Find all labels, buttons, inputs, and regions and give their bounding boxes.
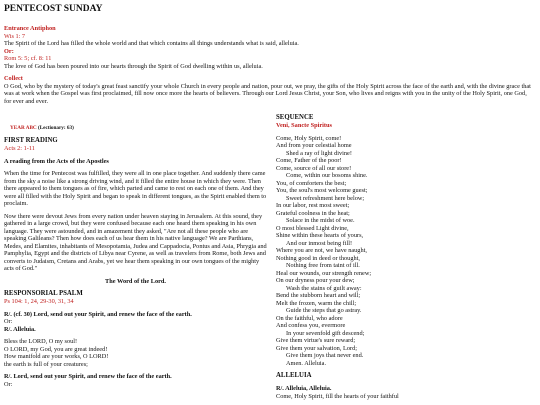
sequence-title: Veni, Sancte Spiritus: [276, 122, 332, 129]
psalm-response-2: R/. Lord, send out your Spirit, and renew the face of the earth.: [4, 373, 172, 380]
psalm-line: How manifold are your works, O LORD!: [4, 353, 109, 360]
entrance-text-1: The Spirit of the Lord has filled the whole world and that which contains all things understands what is said, alleluia.: [4, 40, 299, 47]
sequence-line: On the faithful, who adore: [276, 314, 343, 322]
sequence-line: In our labor, rest most sweet;: [276, 202, 350, 209]
first-reading-para-1: When the time for Pentecost was fulfilled, they were all in one place together. And suddenly there came from the sky a noise like a strong driving wind, and it filled the entire house in which they were. Then there appeared to them tongues as of fire, which parted and came to rest on each one of them. And they were all filled with the Holy Spirit and began to speak in different tongues, as the Spirit enabled them to proclaim.: [4, 170, 267, 207]
first-reading-para-2: Now there were devout Jews from every nation under heaven staying in Jerusalem. At this sound, they gathered in a large crowd, but they were confused because each one heard them speaking in his own language. They were astounded, and in amazement they asked, "Are not all these people who are speaking Galileans? Then how does each of us hear them in his native language? We are Parthians, Medes, and Elamites, inhabitants of Mesopotamia, Judea and Cappadocia, Pontus and Asia, Phrygia and Pamphylia, Egypt and the districts of Libya near Cyrene, as well as travelers from Rome, both Jews and converts to Judaism, Cretans and Arabs, yet we hear them speaking in our own tongues of the mighty acts of God.": [4, 212, 267, 272]
alleluia-heading: ALLELUIA: [276, 372, 312, 379]
psalm-heading: RESPONSORIAL PSALM: [4, 290, 83, 297]
sequence-line: Come, Father of the poor!: [276, 157, 342, 164]
sequence-line: And from your celestial home: [276, 142, 352, 149]
psalm-stanza-1: [4, 338, 267, 368]
readings-column: [4, 125, 267, 388]
sequence-line: In your sevenfold gift descend;: [286, 329, 365, 337]
sequence-line: Come, Holy Spirit, come!: [276, 134, 342, 142]
psalm-or: Or:: [4, 318, 13, 325]
psalm-ref: Ps 104: 1, 24, 29-30, 31, 34: [4, 298, 74, 305]
sequence-line: Shine within these hearts of yours,: [276, 232, 364, 239]
lectionary-number: (Lectionary: 63): [37, 125, 74, 131]
entrance-antiphon-heading: Entrance Antiphon: [4, 25, 56, 32]
sequence-line: And confess you, evermore: [276, 322, 346, 329]
psalm-alt-response: R/. Alleluia.: [4, 325, 36, 333]
sequence-lines: [276, 135, 532, 368]
sequence-line: Wash the stains of guilt away:: [286, 284, 362, 292]
proper-section: [4, 25, 534, 105]
sequence-line: Sweet refreshment here below;: [286, 194, 365, 202]
sequence-column: [276, 114, 532, 400]
psalm-line: the earth is full of your creatures;: [4, 360, 88, 368]
sequence-line: On our dryness pour your dew;: [276, 277, 355, 284]
sequence-line: O most blessed Light divine,: [276, 224, 349, 232]
first-reading-heading: FIRST READING: [4, 137, 58, 144]
word-of-the-lord: The Word of the Lord.: [105, 277, 166, 285]
year-line: [10, 125, 267, 132]
first-reading-title: A reading from the Acts of the Apostles: [4, 157, 109, 165]
sequence-line: Melt the frozen, warm the chill;: [276, 299, 357, 307]
sequence-line: Shed a ray of light divine!: [286, 149, 352, 157]
first-reading-ref: Acts 2: 1-11: [4, 145, 35, 152]
alleluia-verse: Come, Holy Spirit, fill the hearts of your faithful: [276, 392, 399, 400]
sequence-line: Guide the steps that go astray.: [286, 307, 362, 314]
psalm-or-2: Or:: [4, 380, 13, 388]
sequence-line: Give them joys that never end.: [286, 352, 364, 359]
sequence-line: Give them your salvation, Lord;: [276, 344, 357, 352]
sequence-line: Come, within our bosoms shine.: [286, 172, 368, 179]
psalm-line: O LORD, my God, you are great indeed!: [4, 345, 108, 353]
sequence-line: Where you are not, we have naught,: [276, 247, 367, 254]
sequence-line: Give them virtue's sure reward;: [276, 337, 356, 344]
year-label: YEAR ABC: [10, 125, 37, 131]
entrance-ref-1: Wis 1: 7: [4, 32, 26, 40]
sequence-line: Come, source of all our store!: [276, 164, 352, 172]
entrance-ref-2: Rom 5: 5; cf. 8: 11: [4, 55, 52, 62]
sequence-line: And our inmost being fill!: [286, 239, 353, 247]
collect-heading: Collect: [4, 75, 23, 82]
sequence-line: Solace in the midst of woe.: [286, 217, 355, 224]
sequence-line: Bend the stubborn heart and will;: [276, 292, 361, 299]
sequence-heading: SEQUENCE: [276, 114, 314, 121]
psalm-line: Bless the LORD, O my soul!: [4, 338, 78, 345]
sequence-line: Heal our wounds, our strength renew;: [276, 269, 372, 277]
sequence-line: Grateful coolness in the heat;: [276, 209, 350, 217]
sequence-line: Amen. Alleluia.: [286, 359, 327, 367]
alleluia-response: R/. Alleluia, Alleluia.: [276, 385, 332, 392]
sequence-line: Nothing good in deed or thought,: [276, 254, 360, 262]
sequence-line: You, of comforters the best;: [276, 179, 347, 187]
psalm-response: R/. (cf. 30) Lord, send out your Spirit, and renew the face of the earth.: [4, 310, 192, 318]
page-title: PENTECOST SUNDAY: [4, 4, 103, 14]
sequence-line: Nothing free from taint of ill.: [286, 262, 360, 269]
entrance-or: Or:: [4, 47, 14, 55]
collect-text: O God, who by the mystery of today's great feast sanctify your whole Church in every people and nation, pour out, we pray, the gifts of the Holy Spirit across the face of the earth and, with the divine grace that was at work when the Gospel was first proclaimed, fill now once more the hearts of believers. Through our Lord Jesus Christ, your Son, who lives and reigns with you in the unity of the Holy Spirit, one God, for ever and ever.: [4, 82, 531, 105]
sequence-line: You, the soul's most welcome guest;: [276, 187, 368, 194]
entrance-text-2: The love of God has been poured into our hearts through the Spirit of God dwelling within us, alleluia.: [4, 62, 263, 70]
